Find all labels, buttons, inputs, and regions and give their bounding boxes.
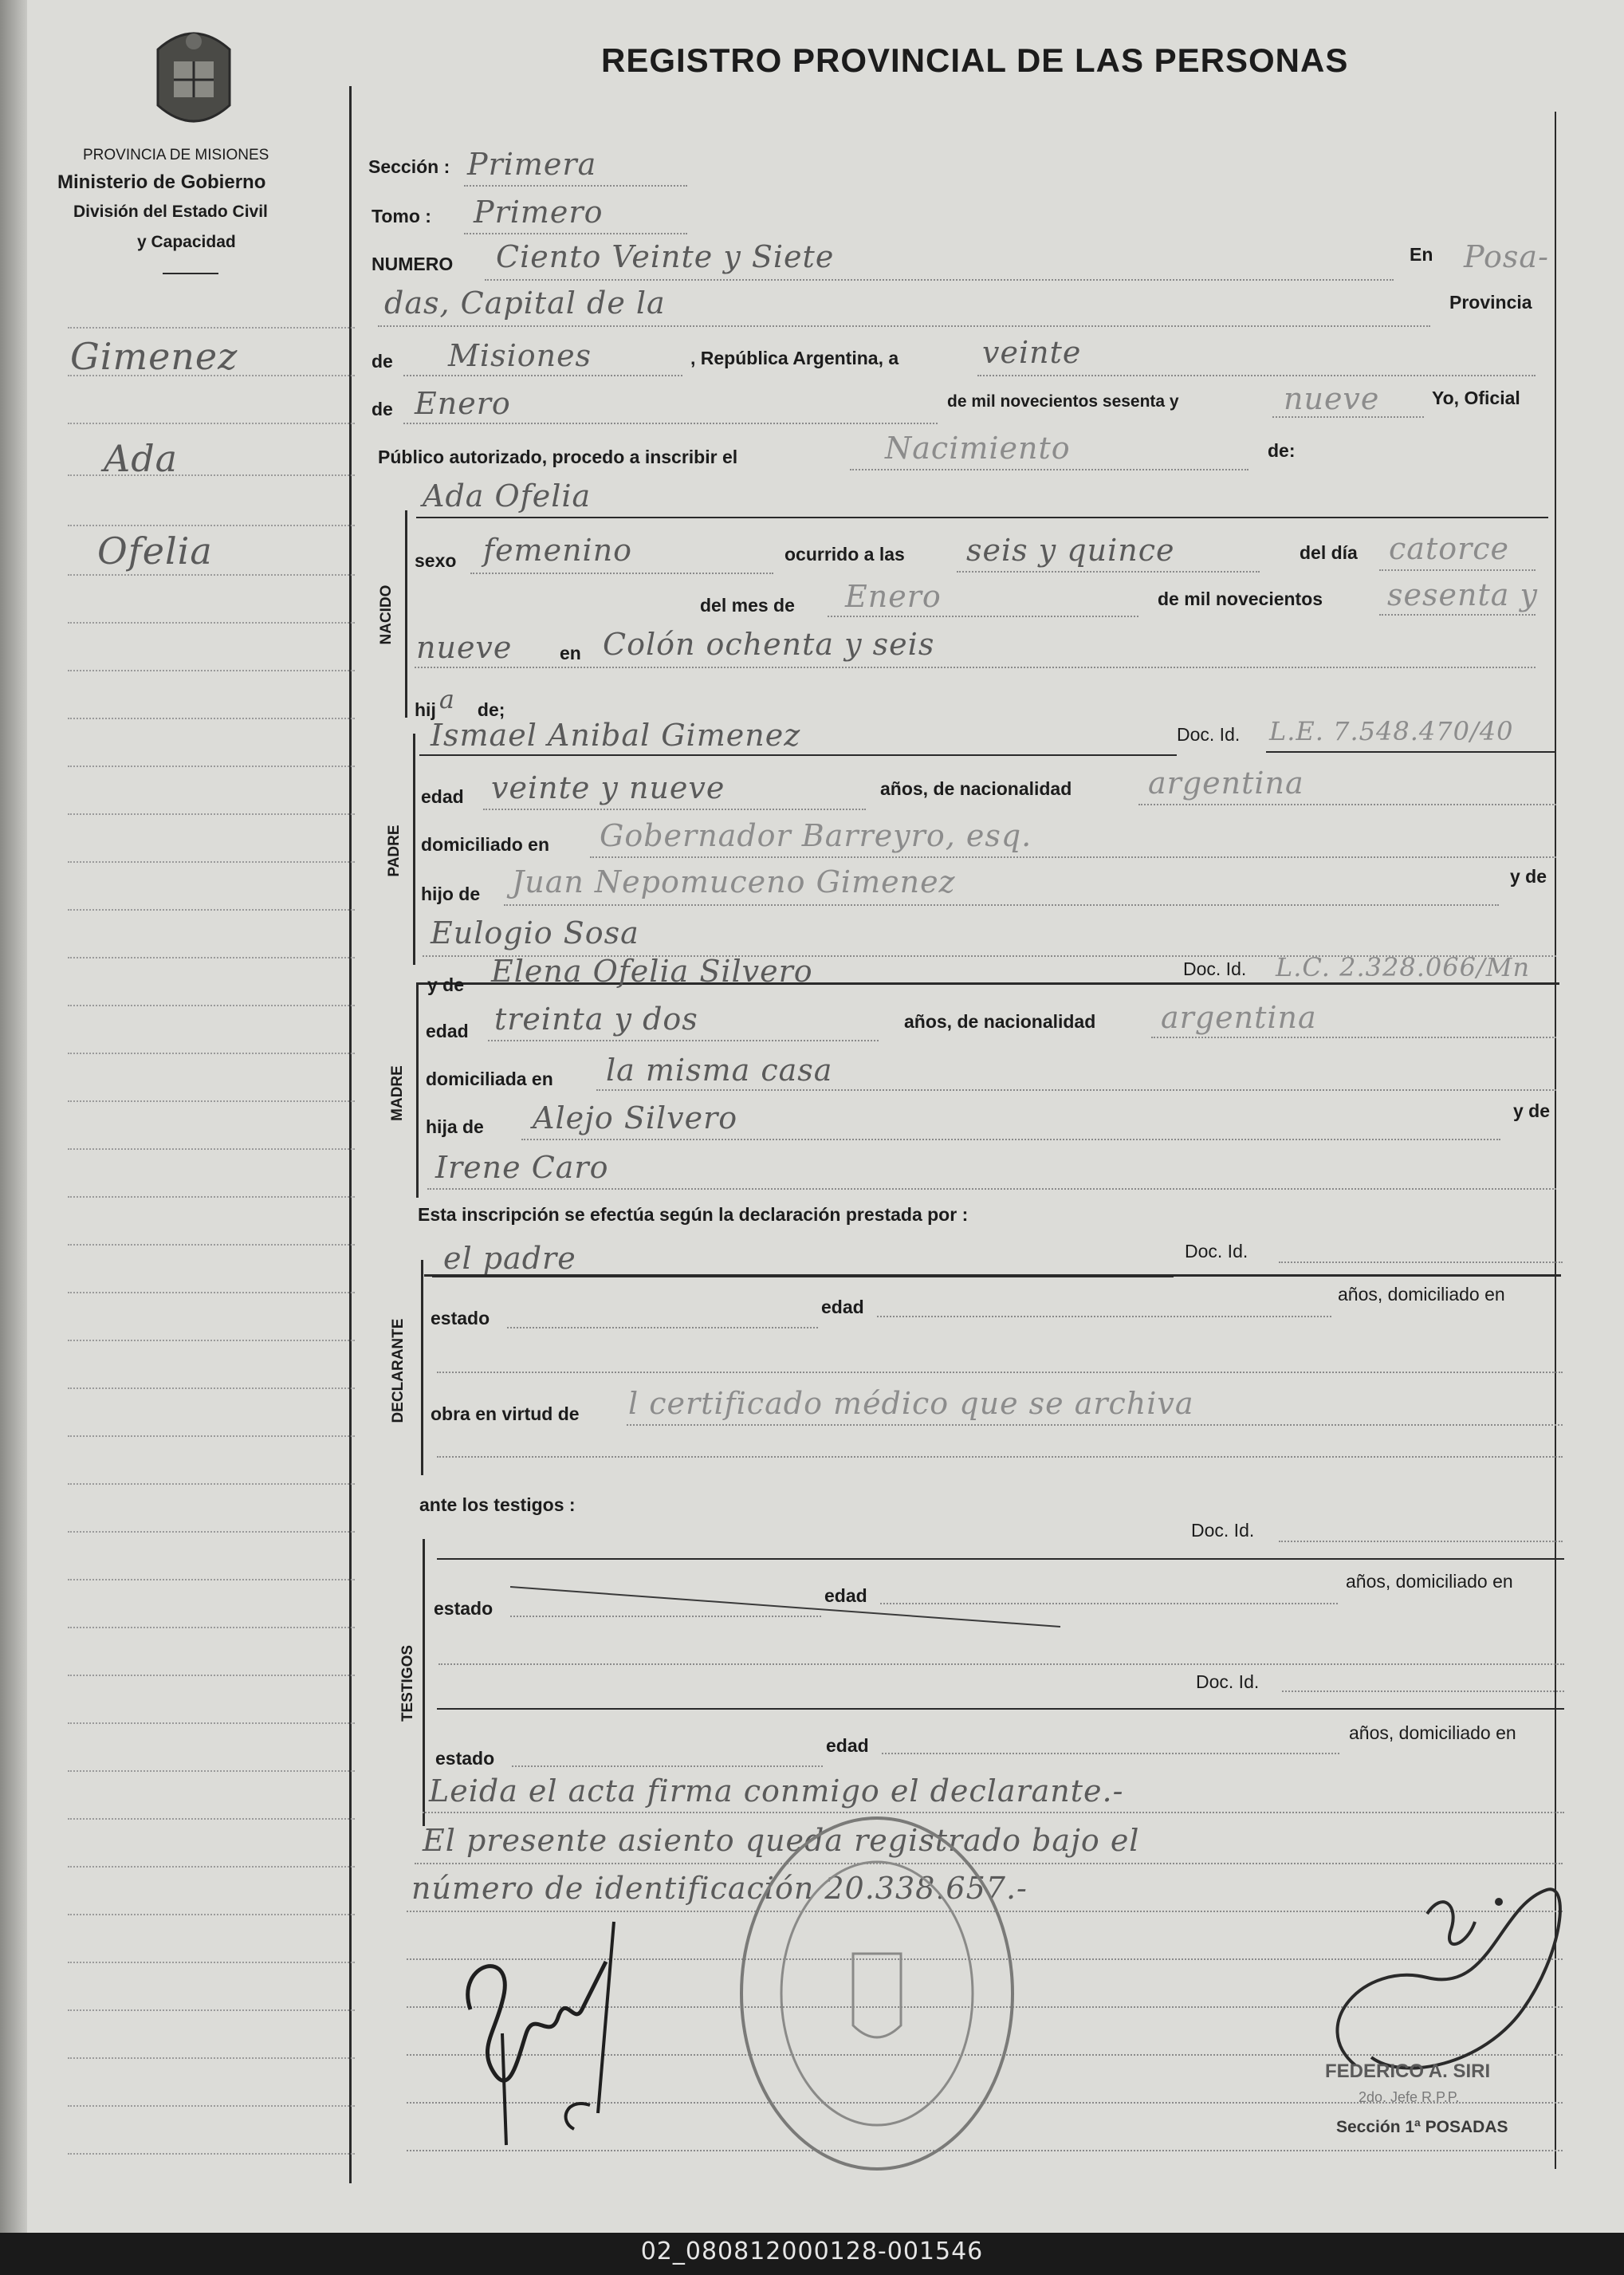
testigo1-dom-underline [438,1663,1564,1665]
testigo2-estado-label: estado [435,1748,495,1769]
provincia-underline [403,375,682,376]
margin-line [68,525,355,526]
testigo1-doc-label: Doc. Id. [1191,1520,1255,1541]
madre-edad-label: edad [426,1021,469,1041]
padre-doc-label: Doc. Id. [1177,724,1241,745]
margin-name-surname: Gimenez [70,335,238,378]
mil-label: de mil novecientos sesenta y [947,392,1179,411]
declarante-nombre-value: el padre [443,1241,576,1276]
hora-value: seis y quince [966,533,1175,568]
testigo2-edad-underline [882,1753,1339,1754]
margin-vertical-line [349,86,352,2183]
official-seal-icon [733,1810,1020,2177]
sexo-value: femenino [483,533,633,568]
de2-label: de [372,399,393,419]
image-caption: 02_080812000128-001546 [640,2238,984,2265]
margin-line [68,766,355,767]
madre-bracket [416,982,419,1198]
sexo-label: sexo [415,550,457,571]
testigo2-edad-label: edad [826,1735,869,1756]
padre-doc-underline [1266,751,1556,753]
nacido-nombre-underline [416,517,1548,518]
margin-line [68,2009,355,2011]
nacido-mes-underline [828,616,1138,617]
dia-label: del día [1300,542,1358,563]
madre-madre-underline [427,1188,1556,1190]
declarante-doc-label: Doc. Id. [1185,1241,1248,1261]
madre-nombre-value: Elena Ofelia Silvero [491,954,813,989]
org-line-4: y Capacidad [137,233,236,251]
margin-line [68,957,355,958]
madre-yde2-label: y de [1513,1100,1551,1121]
madre-hija-underline [521,1139,1500,1140]
seccion-underline [464,185,687,187]
testigos-bracket [423,1539,425,1826]
madre-madre-value: Irene Caro [435,1150,609,1185]
margin-line [68,1627,355,1628]
tomo-label: Tomo : [372,206,431,226]
nacido-mes-value: Enero [845,579,942,614]
margin-name-first: Ada [104,437,179,480]
anio-underline [1272,416,1424,418]
madre-hija-label: hija de [426,1116,484,1137]
nacido-anio-value-2: nueve [416,630,513,665]
declarante-estado-underline [507,1327,818,1328]
padre-nombre-underline [419,754,1177,756]
sexo-underline [470,573,773,574]
padre-hijo-value: Juan Nepomuceno Gimenez [512,864,956,899]
margin-line [68,1292,355,1293]
margin-line [68,1818,355,1820]
declarante-obra-underline-2 [437,1456,1563,1458]
hij-value: a [438,684,455,714]
madre-doc-value: L.C. 2.328.066/Mn [1276,952,1531,982]
hij-label: hij [415,699,436,720]
padre-dom-value: Gobernador Barreyro, esq. [600,818,1032,853]
declarante-estado-label: estado [431,1308,490,1328]
declarante-edad-label: edad [821,1297,864,1317]
margin-line [68,474,355,476]
margin-line [68,1579,355,1580]
en-value: Posa- [1464,239,1549,274]
org-line-2: Ministerio de Gobierno [57,171,266,193]
margin-line [68,861,355,863]
padre-dom-underline [590,856,1556,858]
dia-underline [977,375,1536,376]
closing-line-3: número de identificación 20.338.657.- [411,1871,1028,1906]
madre-dom-value: la misma casa [606,1053,833,1088]
margin-line [68,2105,355,2107]
tomo-underline [464,233,687,234]
dia-value: veinte [982,335,1082,370]
margin-line [68,1053,355,1054]
madre-nac-underline [1151,1037,1556,1038]
testigo2-anos-label: años, domiciliado en [1349,1722,1516,1743]
en-lugar-label: en [560,643,581,663]
city-line-value: das, Capital de la [384,285,666,321]
oficial-label: Yo, Oficial [1432,388,1520,408]
de3-label: de: [1268,440,1296,461]
padre-hijo-label: hijo de [421,884,481,904]
closing-line-1: Leida el acta firma conmigo el declarante.- [429,1773,1124,1809]
madre-dom-label: domiciliada en [426,1069,553,1089]
margin-line [68,2153,355,2155]
nacido-anio-value: sesenta y [1387,577,1538,612]
provincia-label: Provincia [1449,292,1532,313]
margin-line [68,1866,355,1868]
padre-nac-underline [1138,804,1556,805]
page-title: REGISTRO PROVINCIAL DE LAS PERSONAS [601,41,1349,79]
hij-de-label: de; [477,699,505,720]
padre-hijo-underline [504,904,1499,906]
margin-line [68,1531,355,1533]
anio-value: nueve [1284,381,1380,416]
margin-line [68,909,355,911]
declarant-signature-icon [446,1914,654,2153]
provincial-crest-icon [142,18,246,137]
ocurrido-label: ocurrido a las [784,544,905,565]
nacido-dia-underline [1379,569,1536,571]
de-label: de [372,351,393,372]
declarante-obra-underline [627,1424,1563,1426]
padre-madre-value: Eulogio Sosa [431,915,639,951]
nacido-dia-value: catorce [1389,531,1510,566]
nacido-anio-underline [1379,614,1536,616]
margin-line [68,813,355,815]
numero-value: Ciento Veinte y Siete [496,239,835,274]
stamp-line-3: Sección 1ª POSADAS [1336,2118,1508,2136]
margin-line [68,1148,355,1150]
margin-line [68,1722,355,1724]
declarante-edad-underline [877,1316,1331,1317]
margin-line [68,1770,355,1772]
margin-line [68,2057,355,2059]
testigo2-doc-underline [1282,1691,1564,1692]
madre-section-label: MADRE [389,1065,406,1121]
margin-line [68,670,355,671]
padre-nac-label: años, de nacionalidad [880,778,1072,799]
margin-line [68,718,355,719]
mes-underline [403,423,938,424]
testigo1-doc-underline [1279,1541,1563,1542]
stamp-line-2: 2do. Jefe R.P.P. [1359,2089,1460,2105]
lugar-value: Colón ochenta y seis [603,627,935,662]
declarante-obra-label: obra en virtud de [431,1403,580,1424]
nacido-bracket [405,510,407,718]
padre-edad-underline [483,809,866,810]
declarante-anos-label: años, domiciliado en [1338,1284,1505,1305]
numero-label: NUMERO [372,254,454,274]
nacido-section-label: NACIDO [378,584,395,645]
margin-line [68,1244,355,1246]
margin-line [68,375,355,376]
margin-line [68,1387,355,1389]
declarante-bracket [421,1260,423,1475]
declarante-doc-underline [1279,1261,1563,1263]
margin-line [68,1675,355,1676]
margin-line [68,1100,355,1102]
madre-yde-label: y de [427,974,465,995]
padre-doc-value: L.E. 7.548.470/40 [1269,716,1514,746]
en-label: En [1410,244,1433,265]
madre-doc-label: Doc. Id. [1183,958,1247,979]
testigo2-rule [437,1708,1564,1710]
declarante-obra-value: l certificado médico que se archiva [628,1386,1194,1421]
margin-line [68,327,355,329]
cancel-stroke [510,1584,1068,1631]
madre-edad-value: treinta y dos [494,1002,698,1037]
margin-line [68,1483,355,1485]
stamp-line-1: FEDERICO A. SIRI [1325,2060,1491,2082]
testigo2-estado-underline [512,1765,823,1767]
madre-edad-underline [488,1040,879,1041]
city-line-underline [378,325,1430,327]
nacido-mil-label: de mil novecientos [1158,588,1323,609]
testigos-intro-label: ante los testigos : [419,1494,576,1515]
lugar-underline [415,667,1536,668]
margin-line [68,1914,355,1915]
mes-label: del mes de [700,595,795,616]
testigos-section-label: TESTIGOS [399,1644,416,1722]
testigo1-estado-label: estado [434,1598,493,1619]
testigo1-edad-label: edad [824,1585,867,1606]
madre-nac-value: argentina [1161,1000,1317,1035]
padre-bracket [413,734,415,965]
madre-dom-underline [596,1089,1556,1091]
margin-line [68,423,355,424]
seccion-value: Primera [467,147,597,182]
margin-line [68,622,355,624]
padre-nombre-value: Ismael Anibal Gimenez [431,718,801,753]
testigo1-rule [437,1558,1564,1560]
org-line-1: PROVINCIA DE MISIONES [83,147,269,163]
margin-line [68,1196,355,1198]
declarante-section-label: DECLARANTE [390,1318,407,1423]
margin-name-second: Ofelia [97,529,213,573]
margin-line [68,1340,355,1341]
padre-edad-value: veinte y nueve [491,770,725,805]
numero-underline [485,279,1394,281]
republica-label: , República Argentina, a [690,348,899,368]
margin-line [68,574,355,576]
padre-edad-label: edad [421,786,464,807]
closing-line-2: El presente asiento queda registrado bajo el [423,1823,1140,1858]
publico-label: Público autorizado, procedo a inscribir el [378,447,738,467]
mes-value: Enero [415,386,511,421]
testigo1-anos-label: años, domiciliado en [1346,1571,1513,1592]
provincia-value: Misiones [448,338,592,373]
tomo-value: Primero [474,195,604,230]
org-line-3: División del Estado Civil [73,203,268,221]
declarante-rule [424,1274,1561,1277]
acto-underline [850,469,1248,470]
hora-underline [957,571,1260,573]
declarante-intro-label: Esta inscripción se efectúa según la declaración prestada por : [418,1204,969,1225]
seccion-label: Sección : [368,156,450,177]
padre-yde-label: y de [1510,866,1547,887]
padre-dom-label: domiciliado en [421,834,550,855]
testigo2-doc-label: Doc. Id. [1196,1671,1260,1692]
madre-hija-value: Alejo Silvero [533,1100,738,1136]
padre-nac-value: argentina [1148,766,1304,801]
madre-nac-label: años, de nacionalidad [904,1011,1096,1032]
margin-line [68,1005,355,1006]
padre-section-label: PADRE [386,825,403,877]
acto-value: Nacimiento [885,431,1071,466]
org-divider [163,273,218,274]
margin-line [68,1435,355,1437]
declarante-dom-underline [437,1372,1563,1373]
nacido-nombre-value: Ada Ofelia [423,478,592,514]
margin-line [68,1962,355,1963]
